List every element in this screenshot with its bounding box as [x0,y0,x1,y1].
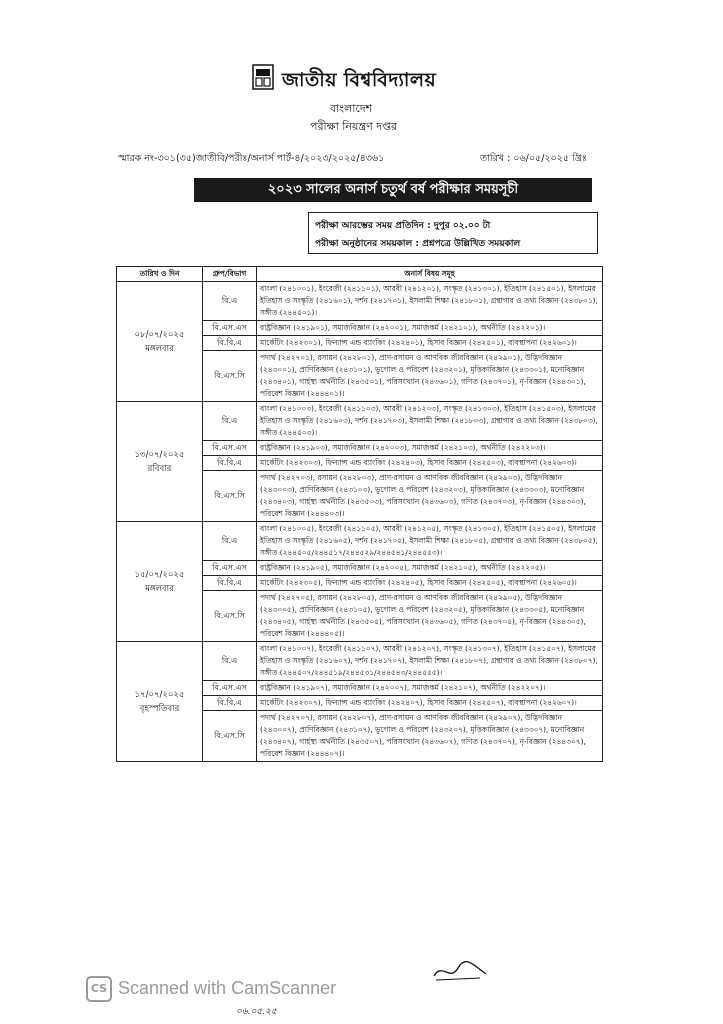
date-day-cell [117,642,203,762]
group-cell: বি.এ [203,402,257,441]
header-group: গ্রুপ/বিভাগ [203,267,257,282]
schedule-banner: ২০২৩ সালের অনার্স চতুর্থ বর্ষ পরীক্ষার সময়সূচী [194,178,592,202]
exam-date: ১৩/০৭/২০২৫ [134,449,185,460]
table-row [117,522,603,561]
exam-day: বৃহস্পতিবার [139,703,180,714]
group-cell: বি.এস.সি [203,351,257,402]
subjects-cell: রাষ্ট্রবিজ্ঞান (২৪১৯০৩), সমাজবিজ্ঞান (২৪২০০৩), সমাজকর্ম (২৪২১০৩), অর্থনীতি (২৪২২০৩)। [257,441,603,456]
group-cell: বি.বি.এ [203,456,257,471]
group-cell: বি.এস.সি [203,471,257,522]
subjects-cell: মার্কেটিং (২৪২৩০৩), ফিন্যান্স এন্ড ব্যাংকিং (২৪২৪০৩), হিসাব বিজ্ঞান (২৪২৫০৩), ব্যবস্থাপনা (২৪২৬০৩)। [257,456,603,471]
subjects-cell: মার্কেটিং (২৪২৩০৫), ফিন্যান্স এন্ড ব্যাংকিং (২৪২৪০৫), হিসাব বিজ্ঞান (২৪২৫০৫), ব্যবস্থাপনা (২৪২৬০৫)। [257,576,603,591]
group-cell: বি.বি.এ [203,336,257,351]
subjects-cell: রাষ্ট্রবিজ্ঞান (২৪১৯০১), সমাজবিজ্ঞান (২৪২০০১), সমাজকর্ম (২৪২১০১), অর্থনীতি (২৪২২০১)। [257,321,603,336]
group-cell: বি.এস.এস [203,321,257,336]
exam-date: ০৮/০৭/২০২৫ [134,329,185,340]
university-title: জাতীয় বিশ্ববিদ্যালয় [282,69,437,91]
university-logo-icon [252,64,274,90]
subjects-cell: বাংলা (২৪১০০৫), ইংরেজী (২৪১১০৫), আরবী (২৪১২০৫), সংস্কৃত (২৪১৩০৫), ইতিহাস (২৪১৫০৫), ইসলামের ইতিহাস ও সংস্কৃতি (২৪১৬০৫), দর্শন (২৪১৭০৫), ইসলামী শিক্ষা (২৪১৮০৫), গ্রন্থাগার ও তথ্য বিজ্ঞান (২৪৩৮০৫), সঙ্গীত (২৪৪৫০৫/২৪৪৫১৭/২৪৪৫২৯/২৪৪৫৪১/২৪৪৫৫৩)। [257,522,603,561]
subjects-cell: বাংলা (২৪১০০৭), ইংরেজী (২৪১১০৭), আরবী (২৪১২০৭), সংস্কৃত (২৪১৩০৭), ইতিহাস (২৪১৫০৭), ইসলামের ইতিহাস ও সংস্কৃতি (২৪১৬০৭), দর্শন (২৪১৭০৭), ইসলামী শিক্ষা (২৪১৮০৭), গ্রন্থাগার ও তথ্য বিজ্ঞান (২৪৩৮০৭), সঙ্গীত (২৪৪৫০৭/২৪৪৫১৯/২৪৪৫৩১/২৪৪৫৪৩/২৪৪৫৫৫)। [257,642,603,681]
group-cell: বি.এ [203,642,257,681]
scanner-watermark: Scanned with CamScanner [118,978,337,998]
header-subjects: অনার্স বিষয় সমূহ [257,267,603,282]
date-day-cell [117,402,203,522]
header-date-day: তারিখ ও দিন [117,267,203,282]
camscanner-logo-icon: CS [86,976,112,1002]
exam-duration-note: পরীক্ষা অনুষ্ঠানের সময়কাল : প্রশ্নপত্রে উল্লিখিত সময়কাল [315,239,521,249]
subjects-cell: রাষ্ট্রবিজ্ঞান (২৪১৯০৫), সমাজবিজ্ঞান (২৪২০০৫), সমাজকর্ম (২৪২১০৫), অর্থনীতি (২৪২২০৫)। [257,561,603,576]
table-header-row [117,267,603,282]
subjects-cell: মার্কেটিং (২৪২৩০১), ফিন্যান্স এন্ড ব্যাংকিং (২৪২৪০১), হিসাব বিজ্ঞান (২৪২৫০১), ব্যবস্থাপনা (২৪২৬০১)। [257,336,603,351]
group-cell: বি.এস.সি [203,591,257,642]
subjects-cell: পদার্থ (২৪২৭০১), রসায়ন (২৪২৮০১), প্রাণ-রসায়ন ও আণবিক জীববিজ্ঞান (২৪২৯০১), উদ্ভিদবিজ্ঞান (২৪৩০০১), প্রাণিবিজ্ঞান (২৪৩১০১), ভূগোল ও পরিবেশ (২৪৩২০১), মৃত্তিকাবিজ্ঞান (২৪৩৩০১), মনোবিজ্ঞান (২৪৩৪০১), গার্হস্থ্য অর্থনীতি (২৪৩৫০১), পরিসংখ্যান (২৪৩৬০১), গণিত (২৪৩৭০১), নৃ-বিজ্ঞান (২৪৪৩০১), পরিবেশ বিজ্ঞান (২৪৪৪০১)। [257,351,603,402]
group-cell: বি.এ [203,282,257,321]
exam-day: রবিবার [147,463,172,474]
subjects-cell: পদার্থ (২৪২৭০৫), রসায়ন (২৪২৮০৫), প্রাণ-রসায়ন ও আণবিক জীববিজ্ঞান (২৪২৯০৫), উদ্ভিদবিজ্ঞান (২৪৩০০৫), প্রাণিবিজ্ঞান (২৪৩১০৫), ভূগোল ও পরিবেশ (২৪৩২০৫), মৃত্তিকাবিজ্ঞান (২৪৩৩০৫), মনোবিজ্ঞান (২৪৩৪০৫), গার্হস্থ্য অর্থনীতি (২৪৩৫০৫), পরিসংখ্যান (২৪৩৬০৫), গণিত (২৪৩৭০৫), নৃ-বিজ্ঞান (২৪৪৩০৫), পরিবেশ বিজ্ঞান (২৪৪৪০৫)। [257,591,603,642]
group-cell: বি.এস.সি [203,711,257,762]
subjects-cell: বাংলা (২৪১০০৩), ইংরেজী (২৪১১০৩), আরবী (২৪১২০৩), সংস্কৃত (২৪১৩০৩), ইতিহাস (২৪১৫০৩), ইসলামের ইতিহাস ও সংস্কৃতি (২৪১৬০৩), দর্শন (২৪১৭০৩), ইসলামী শিক্ষা (২৪১৮০৩), গ্রন্থাগার ও তথ্য বিজ্ঞান (২৪৩৮০৩), সঙ্গীত (২৪৪৫০৩)। [257,402,603,441]
group-cell: বি.এ [203,522,257,561]
group-cell: বি.এস.এস [203,681,257,696]
group-cell: বি.এস.এস [203,441,257,456]
issue-date: তারিখ : ০৬/০৫/২০২৫ খ্রিঃ [480,153,587,164]
initial-date: ০৬.০৫.২৫ [236,1007,277,1017]
group-cell: বি.বি.এ [203,696,257,711]
country-name: বাংলাদেশ [330,102,373,115]
office-name: পরীক্ষা নিয়ন্ত্রণ দপ্তর [310,120,398,133]
table-row [117,642,603,681]
exam-date: ১৭/০৭/২০২৫ [134,689,185,700]
subjects-cell: রাষ্ট্রবিজ্ঞান (২৪১৯০৭), সমাজবিজ্ঞান (২৪২০০৭), সমাজকর্ম (২৪২১০৭), অর্থনীতি (২৪২২০৭)। [257,681,603,696]
signature-icon [430,958,490,988]
table-row [117,282,603,321]
date-day-cell [117,282,203,402]
exam-day: মঙ্গলবার [145,583,174,594]
exam-date: ১৫/০৭/২০২৫ [134,569,185,580]
subjects-cell: মার্কেটিং (২৪২৩০৭), ফিন্যান্স এন্ড ব্যাংকিং (২৪২৪০৭), হিসাব বিজ্ঞান (২৪২৫০৭), ব্যবস্থাপনা (২৪২৬০৭)। [257,696,603,711]
exam-schedule-table [116,266,603,762]
group-cell: বি.এস.এস [203,561,257,576]
subjects-cell: পদার্থ (২৪২৭০৭), রসায়ন (২৪২৮০৭), প্রাণ-রসায়ন ও আণবিক জীববিজ্ঞান (২৪২৯০৭), উদ্ভিদবিজ্ঞান (২৪৩০০৭), প্রাণিবিজ্ঞান (২৪৩১০৭), ভূগোল ও পরিবেশ (২৪৩২০৭), মৃত্তিকাবিজ্ঞান (২৪৩৩০৭), মনোবিজ্ঞান (২৪৩৪০৭), গার্হস্থ্য অর্থনীতি (২৪৩৫০৭), পরিসংখ্যান (২৪৩৬০৭), গণিত (২৪৩৭০৭), নৃ-বিজ্ঞান (২৪৪৩০৭), পরিবেশ বিজ্ঞান (২৪৪৪০৭)। [257,711,603,762]
exam-day: মঙ্গলবার [145,343,174,354]
date-day-cell [117,522,203,642]
subjects-cell: বাংলা (২৪১০০১), ইংরেজী (২৪১১০১), আরবী (২৪১২০১), সংস্কৃত (২৪১৩০১), ইতিহাস (২৪১৫০১), ইসলামের ইতিহাস ও সংস্কৃতি (২৪১৬০১), দর্শন (২৪১৭০১), ইসলামী শিক্ষা (২৪১৮০১), গ্রন্থাগার ও তথ্য বিজ্ঞান (২৪৩৮০১), সঙ্গীত (২৪৪৫০১)। [257,282,603,321]
subjects-cell: পদার্থ (২৪২৭০৩), রসায়ন (২৪২৮০৩), প্রাণ-রসায়ন ও আণবিক জীববিজ্ঞান (২৪২৯০৩), উদ্ভিদবিজ্ঞান (২৪৩০০৩), প্রাণিবিজ্ঞান (২৪৩১০৩), ভূগোল ও পরিবেশ (২৪৩২০৩), মৃত্তিকাবিজ্ঞান (২৪৩৩০৩), মনোবিজ্ঞান (২৪৩৪০৩), গার্হস্থ্য অর্থনীতি (২৪৩৫০৩), পরিসংখ্যান (২৪৩৬০৩), গণিত (২৪৩৭০৩), নৃ-বিজ্ঞান (২৪৪৩০৩), পরিবেশ বিজ্ঞান (২৪৪৪০৩)। [257,471,603,522]
exam-start-time-note: পরীক্ষা আরম্ভের সময় প্রতিদিন : দুপুর ০২.০০ টা [315,221,491,231]
memo-number: স্মারক নং-৩০১(৩৫)জাতীবি/পরীঃ/অনার্স পার্ট-৪/২০২৩/২০২৫/৪৩৬১ [118,153,385,164]
table-row [117,402,603,441]
group-cell: বি.বি.এ [203,576,257,591]
